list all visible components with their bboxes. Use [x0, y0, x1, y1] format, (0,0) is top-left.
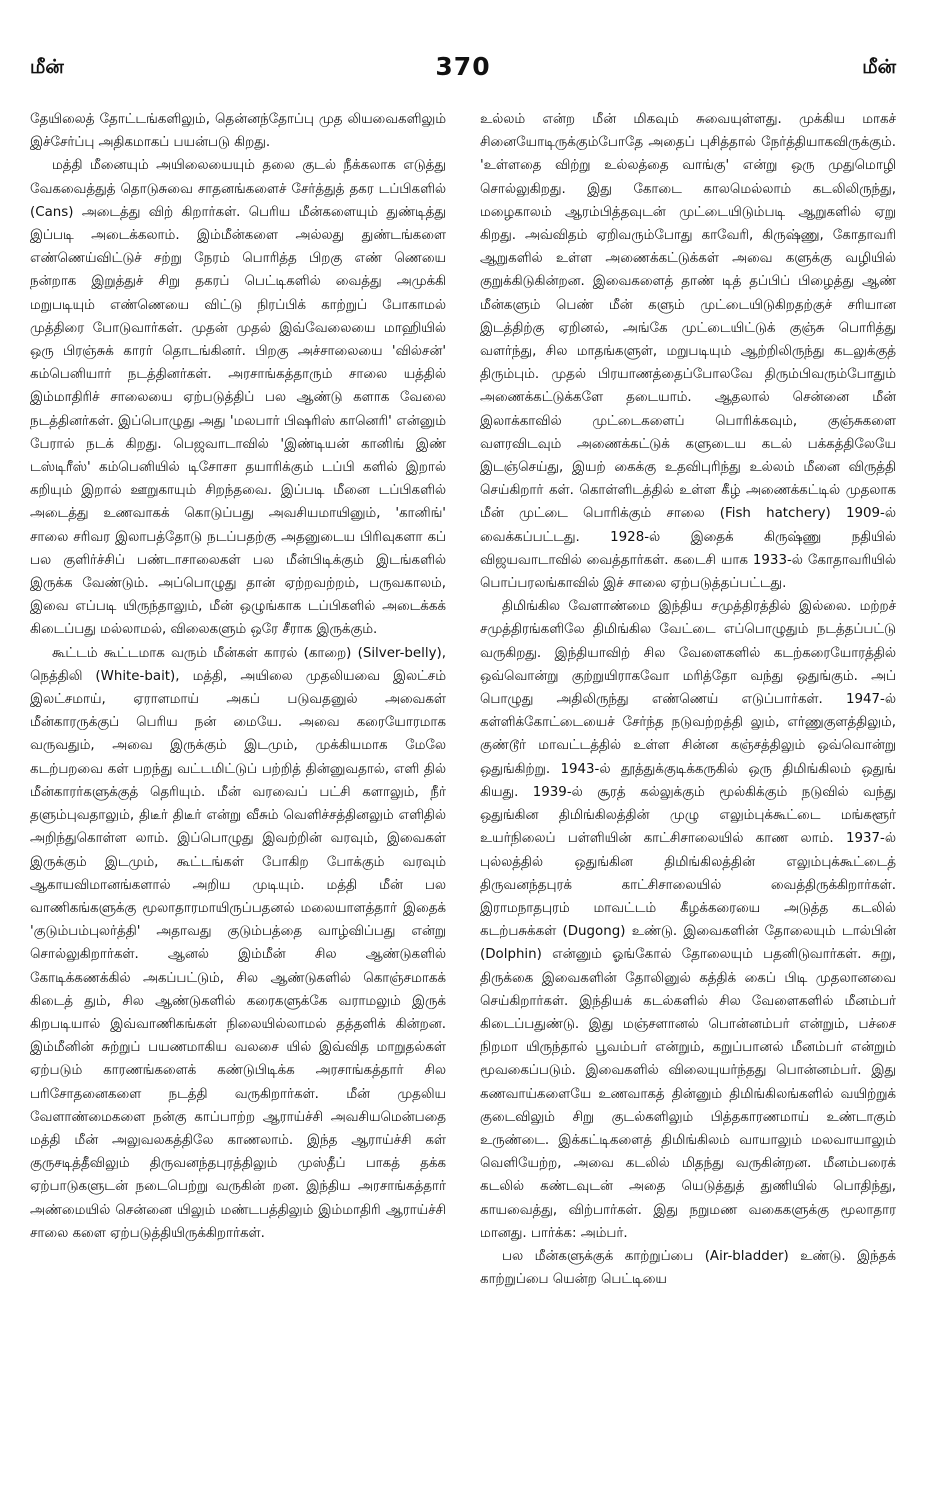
text-columns — [30, 108, 896, 1291]
page-header — [30, 52, 896, 86]
paragraph: தேயிலைத் தோட்டங்களிலும், தென்னந்தோப்பு முத லியவைகளிலும் இச்சேர்ப்பு அதிகமாகப் பயன்படு கிறது. — [30, 112, 446, 151]
right-column — [480, 108, 896, 1291]
page-number: 370 — [435, 52, 491, 81]
paragraph: கூட்டம் கூட்டமாக வரும் மீன்கள் காரல் (காறை) (Silver-belly), நெத்திலி (White-bait), மத்தி, அயிலை முதலியவை இலட்சம் இலட்சமாய், ஏராளமாய் அகப் படுவதனுல் அவைகள் மீன்காரருக்குப் பெரிய நன் மையே. அவை கரையோரமாக வருவதும், அவை இருக்கும் இடமும், முக்கியமாக மேலே கடற்பறவை கள் பறந்து வட்டமிட்டுப் பற்றித் தின்னுவதால், எளி தில் மீன்காரர்களுக்குத் தெரியும். மீன் வரவைப் பட்சி களாலும், நீர் தளும்புவதாலும், திடீர் திடீர் என்று வீசும் வெளிச்சத்தினலும் எளிதில் அறிந்துகொள்ள லாம். இப்பொழுது இவற்றின் வரவும், இவைகள் இருக்கும் இடமும், கூட்டங்கள் போகிற போக்கும் வரவும் ஆகாயவிமானங்களால் அறிய முடியும். மத்தி மீன் பல வாணிகங்களுக்கு மூலாதாரமாயிருப்பதனல் மலையாளத்தார் இதைக் 'குடும்பம்புலர்த்தி' அதாவது குடும்பத்தை வாழ்விப்பது என்று சொல்லுகிறார்கள். ஆனல் இம்மீன் சில ஆண்டுகளில் கோடிக்கணக்கில் அகப்பட்டும், சில ஆண்டுகளில் கொஞ்சமாகக் கிடைத் தும், சில ஆண்டுகளில் கரைகளுக்கே வராமலும் இருக் கிறபடியால் இவ்வாணிகங்கள் நிலையில்லாமல் தத்தளிக் கின்றன. இம்மீனின் சுற்றுப் பயணமாகிய வலசை யில் இவ்வித மாறுதல்கள் ஏற்படும் காரணங்களைக் கண்டுபிடிக்க அரசாங்கத்தார் சில பரிசோதனைகளை நடத்தி வருகிறார்கள். மீன் முதலிய வேளாண்மைகளை நன்கு காப்பாற்ற ஆராய்ச்சி அவசியமென்பதை மத்தி மீன் அலுவலகத்திலே காணலாம். இந்த ஆராய்ச்சி கள் குருசடித்தீவிலும் திருவனந்தபுரத்திலும் முஸ்தீப் பாகத் தக்க ஏற்பாடுகளுடன் நடைபெற்று வருகின் றன. இந்திய அரசாங்கத்தார் அண்மையில் சென்னை யிலும் மண்டபத்திலும் இம்மாதிரி ஆராய்ச்சி சாலை களை ஏற்படுத்தியிருக்கிறார்கள். — [30, 645, 446, 1241]
paragraph: உல்லம் என்ற மீன் மிகவும் சுவையுள்ளது. முக்கிய மாகச் சினையோடிருக்கும்போதே அதைப் புசித்தால் நேர்த்தியாகவிருக்கும். 'உள்ளதை விற்று உல்லத்தை வாங்கு' என்று ஒரு முதுமொழி சொல்லுகிறது. இது கோடை காலமெல்லாம் கடலிலிருந்து, மழைகாலம் ஆரம்பித்தவுடன் முட்டையிடும்படி ஆறுகளில் ஏறு கிறது. அவ்விதம் ஏறிவரும்போது காவேரி, கிருஷ்ணு, கோதாவரி ஆறுகளில் உள்ள அணைக்கட்டுக்கள் அவை களுக்கு வழியில் குறுக்கிடுகின்றன. இவைகளைத் தாண் டித் தப்பிப் பிழைத்து ஆண் மீன்களும் பெண் மீன் களும் முட்டையிடுகிறதற்குச் சரியான இடத்திற்கு ஏறினல், அங்கே முட்டையிட்டுக் குஞ்சு பொரித்து வளர்ந்து, சில மாதங்களுள், மறுபடியும் ஆற்றிலிருந்து கடலுக்குத் திரும்பும். முதல் பிரயாணத்தைப்போலவே திரும்பிவரும்போதும் அணைக்கட்டுக்களே தடையாம். ஆதலால் சென்னை மீன் இலாக்காவில் முட்டைகளைப் பொரிக்கவும், குஞ்சுகளை வளரவிடவும் அணைக்கட்டுக் களுடைய கடல் பக்கத்திலேயே இடஞ்செய்து, இயற் கைக்கு உதவிபுரிந்து உல்லம் மீனை விருத்தி செய்கிறார் கள். கொள்ளிடத்தில் உள்ள கீழ் அணைக்கட்டில் முதலாக மீன் முட்டை பொரிக்கும் சாலை (Fish hatchery) 1909-ல் வைக்கப்பட்டது. 1928-ல் இதைக் கிருஷ்ணு நதியில் விஜயவாடாவில் வைத்தார்கள். கடைசி யாக 1933-ல் கோதாவரியில் பொப்பரலங்காவில் இச் சாலை ஏற்படுத்தப்பட்டது. — [480, 112, 896, 592]
running-headword-left: மீன் — [30, 56, 64, 78]
left-column — [30, 108, 446, 1291]
paragraph: மத்தி மீனையும் அயிலையையும் தலை குடல் நீக்கலாக எடுத்து வேகவைத்துத் தொடுசுவை சாதனங்களைச் சேர்த்துத் தகர டப்பிகளில் (Cans) அடைத்து விற் கிறார்கள். பெரிய மீன்களையும் துண்டித்து இப்படி அடைக்கலாம். இம்மீன்களை அல்லது துண்டங்களை எண்ணெய்விட்டுச் சற்று நேரம் பொரித்த பிறகு எண் ணெயை நன்றாக இறுத்துச் சிறு தகரப் பெட்டிகளில் வைத்து அமுக்கி மறுபடியும் எண்ணெயை விட்டு நிரப்பிக் காற்றுப் போகாமல் முத்திரை போடுவார்கள். முதன் முதல் இவ்வேலையை மாஹியில் ஒரு பிரஞ்சுக் காரர் தொடங்கினர். பிறகு அச்சாலையை 'வில்சன்' கம்பெனியார் நடத்தினர்கள். அரசாங்கத்தாரும் சாலை யத்தில் இம்மாதிரிச் சாலையை ஏற்படுத்திப் பல ஆண்டு களாக வேலை நடத்தினர்கள். இப்பொழுது அது 'மலபார் பிஷரிஸ் கானெரி' என்னும் பேரால் நடக் கிறது. பெஜவாடாவில் 'இண்டியன் கானிங் இண் டஸ்டிரீஸ்' கம்பெனியில் டிசோசா தயாரிக்கும் டப்பி களில் இறால் கறியும் இறால் ஊறுகாயும் சிறந்தவை. இப்படி மீனை டப்பிகளில் அடைத்து உணவாகக் கொடுப்பது அவசியமாயினும், 'கானிங்' சாலை சரிவர இலாபத்தோடு நடப்பதற்கு அதனுடைய பிரிவுகளா கப் பல குளிர்ச்சிப் பண்டாசாலைகள் பல மீன்பிடிக்கும் இடங்களில் இருக்க வேண்டும். அப்பொழுது தான் ஏற்றவற்றம், பருவகாலம், இவை எப்படி யிருந்தாலும், மீன் ஒழுங்காக டப்பிகளில் அடைக்கக் கிடைப்பது மல்லாமல், விலைகளும் ஒரே சீராக இருக்கும். — [30, 158, 446, 638]
paragraph: பல மீன்களுக்குக் காற்றுப்பை (Air-bladder) உண்டு. இந்தக் காற்றுப்பை யென்ற பெட்டியை — [480, 1248, 896, 1288]
running-headword-right: மீன் — [862, 56, 896, 78]
paragraph: திமிங்கில வேளாண்மை இந்திய சமுத்திரத்தில் இல்லை. மற்றச் சமுத்திரங்களிலே திமிங்கில வேட்டை எப்பொழுதும் நடத்தப்பட்டு வருகிறது. இந்தியாவிற் சில வேளைகளில் கடற்கரையோரத்தில் ஒவ்வொன்று குற்றுயிராகவோ மரித்தோ வந்து ஒதுங்கும். அப் பொழுது அதிலிருந்து எண்ணெய் எடுப்பார்கள். 1947-ல் கள்ளிக்கோட்டையைச் சேர்ந்த நடுவற்றத்தி லும், எர்ணுகுளத்திலும், குண்டூர் மாவட்டத்தில் உள்ள சின்ன கஞ்சத்திலும் ஒவ்வொன்று ஒதுங்கிற்று. 1943-ல் தூத்துக்குடிக்கருகில் ஒரு திமிங்கிலம் ஒதுங் கியது. 1939-ல் சூரத் கல்லுக்கும் மூல்கிக்கும் நடுவில் வந்து ஒதுங்கின திமிங்கிலத்தின் முழு எலும்புக்கூட்டை மங்களூர் உயர்நிலைப் பள்ளியின் காட்சிசாலையில் காண லாம். 1937-ல் புல்லத்தில் ஒதுங்கின திமிங்கிலத்தின் எலும்புக்கூட்டைத் திருவனந்தபுரக் காட்சிசாலையில் வைத்திருக்கிறார்கள். இராமநாதபுரம் மாவட்டம் கீழக்கரையை அடுத்த கடலில் கடற்பசுக்கள் (Dugong) உண்டு. இவைகளின் தோலையும் டால்பின் (Dolphin) என்னும் ஓங்கோல் தோலையும் பதனிடுவார்கள். சுறு, திருக்கை இவைகளின் தோலினுல் கத்திக் கைப் பிடி முதலானவை செய்கிறார்கள். இந்தியக் கடல்களில் சில வேளைகளில் மீனம்பர் கிடைப்பதுண்டு. இது மஞ்சளானல் பொன்னம்பர் என்றும், பச்சை நிறமா யிருந்தால் பூவம்பர் என்றும், கறுப்பானல் மீனம்பர் என்றும் மூவகைப்படும். இவைகளில் விலையுயர்ந்தது பொன்னம்பர். இது கணவாய்களையே உணவாகத் தின்னும் திமிங்கிலங்களில் வயிற்றுக் குடைவிலும் சிறு குடல்களிலும் பித்தகாரணமாய் உண்டாகும் உருண்டை. இக்கட்டிகளைத் திமிங்கிலம் வாயாலும் மலவாயாலும் வெளியேற்ற, அவை கடலில் மிதந்து வருகின்றன. மீனம்பரைக் கடலில் கண்டவுடன் அதை யெடுத்துத் துணியில் பொதிந்து, காயவைத்து, விற்பார்கள். இது நறுமண வகைகளுக்கு மூலாதார மானது. பார்க்க: அம்பர். — [480, 599, 896, 1241]
